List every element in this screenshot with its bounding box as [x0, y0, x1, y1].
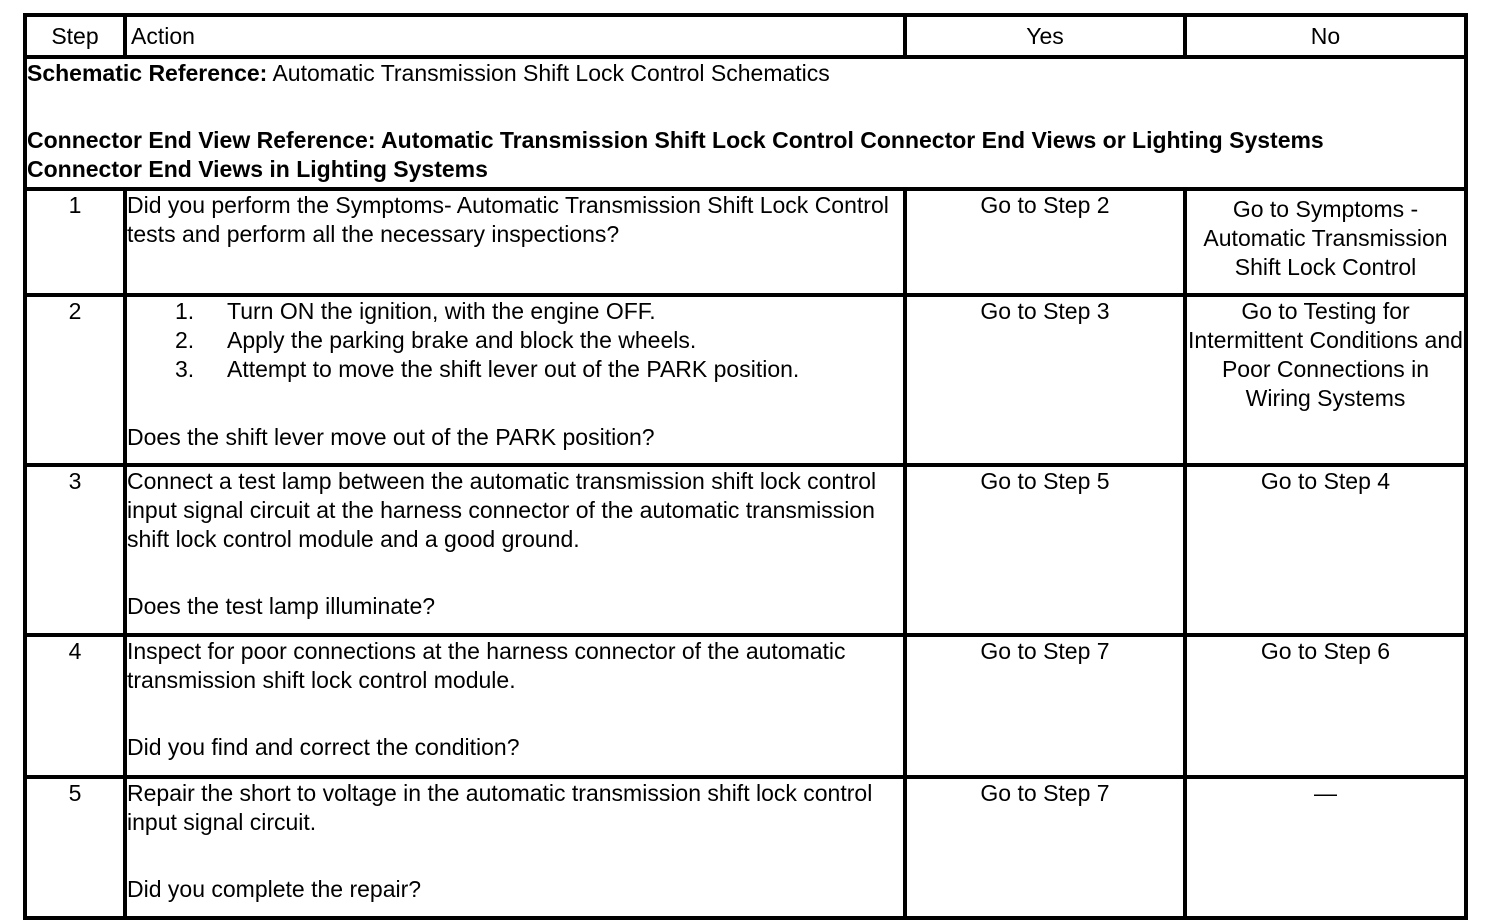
question-text: Did you complete the repair? — [127, 876, 422, 902]
step-number: 5 — [25, 777, 125, 918]
action-text: Connect a test lamp between the automatic transmission shift lock control input signal circuit at the harness connector of the automatic transmission shift lock control module and a good ground. — [127, 468, 877, 552]
schematic-reference — [27, 59, 1464, 88]
yes-cell[interactable]: Go to Step 5 — [905, 465, 1185, 635]
references-row — [25, 57, 1466, 189]
header-row — [25, 15, 1466, 57]
list-item: 2. Apply the parking brake and block the wheels. — [175, 327, 697, 353]
step-number: 4 — [25, 635, 125, 777]
table-row — [25, 465, 1466, 635]
table-row — [25, 189, 1466, 295]
table-row — [25, 295, 1466, 465]
action-text: Did you perform the Symptoms- Automatic Transmission Shift Lock Control tests and perform all the necessary inspections? — [127, 192, 889, 247]
no-cell: — — [1185, 777, 1466, 918]
table-row — [25, 635, 1466, 777]
substep-list — [127, 297, 903, 384]
action-cell — [125, 189, 905, 295]
yes-cell[interactable]: Go to Step 3 — [905, 295, 1185, 465]
header-yes: Yes — [905, 15, 1185, 57]
action-cell — [125, 295, 905, 465]
header-action: Action — [125, 15, 905, 57]
action-cell — [125, 465, 905, 635]
yes-cell[interactable]: Go to Step 7 — [905, 635, 1185, 777]
no-cell[interactable]: Go to Step 4 — [1185, 465, 1466, 635]
schematic-reference-label: Schematic Reference: — [27, 60, 268, 86]
step-number: 3 — [25, 465, 125, 635]
question-text: Does the test lamp illuminate? — [127, 593, 436, 619]
header-step: Step — [25, 15, 125, 57]
step-number: 1 — [25, 189, 125, 295]
list-item: 3. Attempt to move the shift lever out of the PARK position. — [175, 356, 800, 382]
table-row — [25, 777, 1466, 918]
header-no: No — [1185, 15, 1466, 57]
no-cell[interactable]: Go to Step 6 — [1185, 635, 1466, 777]
yes-cell[interactable]: Go to Step 2 — [905, 189, 1185, 295]
connector-reference-cont[interactable]: Connector End Views in Lighting Systems — [27, 156, 488, 182]
schematic-reference-link[interactable]: Automatic Transmission Shift Lock Control Schematics — [267, 60, 830, 86]
step-number: 2 — [25, 295, 125, 465]
question-text: Does the shift lever move out of the PARK position? — [127, 424, 655, 450]
references-cell — [25, 57, 1466, 189]
no-cell[interactable]: Go to Testing for Intermittent Conditions and Poor Connections in Wiring Systems — [1185, 295, 1466, 465]
question-text: Did you find and correct the condition? — [127, 734, 520, 760]
list-item: 1. Turn ON the ignition, with the engine OFF. — [175, 298, 656, 324]
yes-cell[interactable]: Go to Step 7 — [905, 777, 1185, 918]
diagnostic-table — [23, 13, 1468, 920]
action-text: Inspect for poor connections at the harness connector of the automatic transmission shift lock control module. — [127, 638, 846, 693]
action-cell — [125, 777, 905, 918]
connector-reference[interactable]: Connector End View Reference: Automatic Transmission Shift Lock Control Connector End Views or Lighting Systems — [27, 127, 1324, 153]
action-cell — [125, 635, 905, 777]
action-text: Repair the short to voltage in the automatic transmission shift lock control input signal circuit. — [127, 780, 873, 835]
no-cell[interactable]: Go to Symptoms - Automatic Transmission Shift Lock Control — [1185, 189, 1466, 295]
